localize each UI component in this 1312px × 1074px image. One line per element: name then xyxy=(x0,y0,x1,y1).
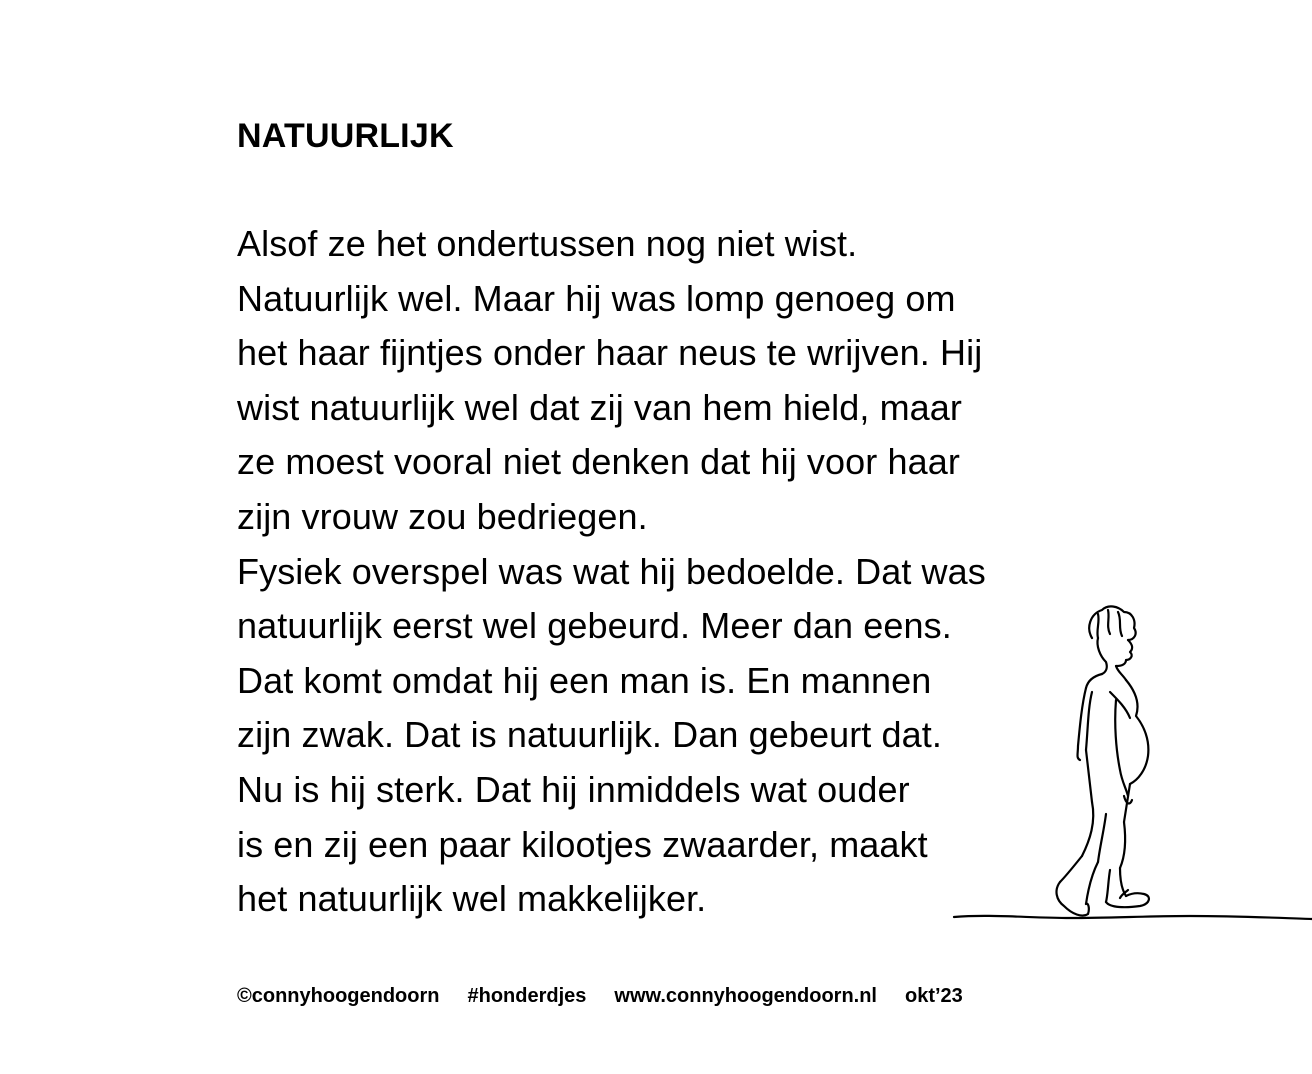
story-line: het haar fijntjes onder haar neus te wrijven. Hij xyxy=(237,332,983,374)
story-line: natuurlijk eerst wel gebeurd. Meer dan eens. xyxy=(237,605,952,647)
story-line: het natuurlijk wel makkelijker. xyxy=(237,878,707,920)
story-line: Dat komt omdat hij een man is. En mannen xyxy=(237,659,932,701)
story-line: Alsof ze het ondertussen nog niet wist. xyxy=(237,223,858,264)
story-line: wist natuurlijk wel dat zij van hem hield, maar xyxy=(237,386,962,428)
story-line: is en zij een paar kilootjes zwaarder, maakt xyxy=(237,823,928,865)
page-title: NATUURLIJK xyxy=(237,117,454,155)
website-link[interactable]: www.connyhoogendoorn.nl xyxy=(614,985,877,1007)
story-line: zijn zwak. Dat is natuurlijk. Dan gebeurt dat. xyxy=(237,714,942,756)
date-text: okt’23 xyxy=(905,985,963,1007)
hashtag-text: #honderdjes xyxy=(467,985,587,1007)
walking-woman-line-drawing-icon xyxy=(950,600,1312,930)
copyright-text: ©connyhoogendoorn xyxy=(237,985,440,1007)
story-line: ze moest vooral niet denken dat hij voor haar xyxy=(237,441,960,483)
story-line: Nu is hij sterk. Dat hij inmiddels wat ouder xyxy=(237,768,910,810)
story-line: zijn vrouw zou bedriegen. xyxy=(237,495,648,537)
story-line: Natuurlijk wel. Maar hij was lomp genoeg om xyxy=(237,277,956,319)
footer xyxy=(237,982,963,1010)
story-line: Fysiek overspel was wat hij bedoelde. Dat was xyxy=(237,550,986,592)
